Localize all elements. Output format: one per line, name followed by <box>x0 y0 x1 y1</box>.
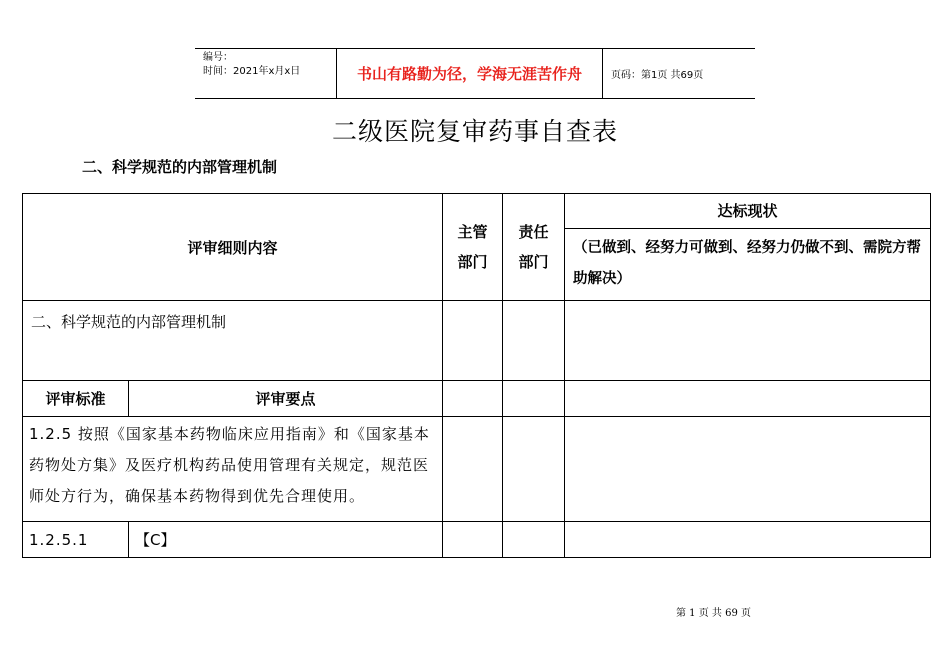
item-text: 1.2.5 按照《国家基本药物临床应用指南》和《国家基本药物处方集》及医疗机构药品使用管理有关规定，规范医师处方行为，确保基本药物得到优先合理使用。 <box>23 417 443 522</box>
status-title: 达标现状 <box>565 194 930 229</box>
sub-status-cell <box>565 522 931 558</box>
criteria-dept-cell <box>443 381 503 417</box>
number-label: 编号： <box>203 52 233 63</box>
section-resp-cell <box>503 301 565 381</box>
table-row <box>23 522 931 558</box>
header-status <box>565 194 931 301</box>
item-status-cell <box>565 417 931 522</box>
page-footer: 第 1 页 共 69 页 <box>676 608 751 619</box>
section-status-cell <box>565 301 931 381</box>
item-resp-cell <box>503 417 565 522</box>
header-dept-line2: 部门 <box>457 253 488 271</box>
item-dept-cell <box>443 417 503 522</box>
header-resp-line1: 责任 <box>518 223 549 241</box>
sub-dept-cell <box>443 522 503 558</box>
header-page-code: 页码：第1页 共69页 <box>611 70 704 81</box>
points-label: 评审要点 <box>129 381 443 417</box>
criteria-resp-cell <box>503 381 565 417</box>
table-row <box>23 417 931 522</box>
sub-grade: 【C】 <box>129 522 443 558</box>
checklist-table <box>22 193 931 558</box>
sub-code: 1.2.5.1 <box>23 522 129 558</box>
table-header-row <box>23 194 931 301</box>
header-meta <box>195 49 337 98</box>
section-dept-cell <box>443 301 503 381</box>
criteria-status-cell <box>565 381 931 417</box>
time-label: 时间：2021年x月x日 <box>203 66 301 77</box>
status-note: （已做到、经努力可做到、经努力仍做不到、需院方帮助解决） <box>573 240 922 287</box>
table-row <box>23 301 931 381</box>
header-dept-line1: 主管 <box>457 223 488 241</box>
document-header <box>195 48 755 99</box>
header-dept <box>443 194 503 301</box>
table-row <box>23 381 931 417</box>
section-row-text: 二、科学规范的内部管理机制 <box>23 301 443 381</box>
header-motto: 书山有路勤为径，学海无涯苦作舟 <box>337 49 603 98</box>
section-subtitle: 二、科学规范的内部管理机制 <box>82 158 278 176</box>
page-title: 二级医院复审药事自查表 <box>331 117 618 146</box>
header-content: 评审细则内容 <box>23 194 443 301</box>
header-resp-line2: 部门 <box>518 253 549 271</box>
sub-resp-cell <box>503 522 565 558</box>
header-resp <box>503 194 565 301</box>
criteria-label: 评审标准 <box>23 381 129 417</box>
